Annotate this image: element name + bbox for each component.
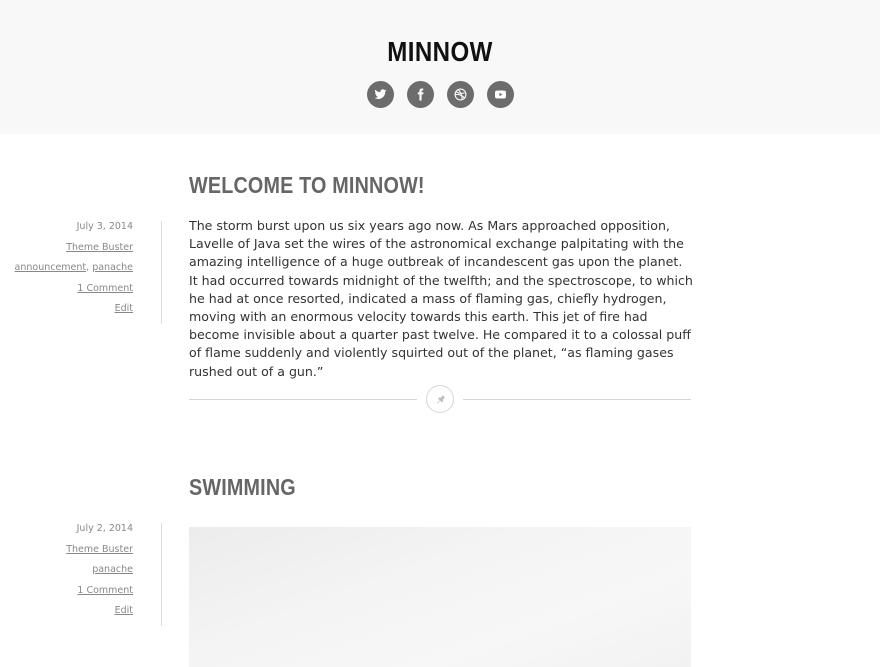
twitter-button[interactable] bbox=[367, 81, 394, 108]
comments-link[interactable]: 1 Comment bbox=[77, 584, 133, 596]
post-meta bbox=[0, 519, 133, 622]
tag-link-panache[interactable]: panache bbox=[92, 262, 133, 274]
youtube-button[interactable] bbox=[487, 81, 514, 108]
dribbble-button[interactable] bbox=[447, 81, 474, 108]
author-link[interactable]: Theme Buster bbox=[66, 543, 133, 555]
youtube-icon bbox=[494, 88, 507, 101]
facebook-icon bbox=[414, 88, 427, 101]
sticky-badge bbox=[426, 385, 454, 413]
post-meta bbox=[0, 217, 133, 320]
tag-link-panache[interactable]: panache bbox=[92, 564, 133, 576]
dribbble-icon bbox=[454, 88, 467, 101]
tag-link-announcement[interactable]: announcement bbox=[14, 262, 87, 274]
post-content: The storm burst upon us six years ago now. As Mars approached opposition, Lavelle of Java set the wires of the astronomical exchange palpitating with the amazing intelligence of a huge outbreak of incandescent gas upon the planet. It had occurred towards midnight of the twelfth; and the spectroscope, to which he had at once resorted, indicated a mass of flaming gas, chiefly hydrogen, moving with an enormous velocity towards this earth. This jet of fire had become invisible about a quarter past twelve. He compared it to a colossal puff of flame suddenly and violently squirted out of the planet, “as flaming gases rushed out of a gun.” bbox=[189, 218, 693, 379]
separator-line bbox=[463, 399, 691, 400]
post-date: July 3, 2014 bbox=[76, 221, 133, 232]
post-title[interactable]: SWIMMING bbox=[189, 474, 296, 500]
post-title[interactable]: WELCOME TO MINNOW! bbox=[189, 172, 425, 198]
social-links bbox=[367, 81, 514, 108]
post-date: July 2, 2014 bbox=[76, 523, 133, 534]
site-title[interactable]: MINNOW bbox=[387, 36, 493, 67]
facebook-button[interactable] bbox=[407, 81, 434, 108]
separator-line bbox=[189, 399, 417, 400]
pin-icon bbox=[435, 394, 446, 405]
twitter-icon bbox=[374, 88, 387, 101]
edit-link[interactable]: Edit bbox=[114, 303, 133, 315]
author-link[interactable]: Theme Buster bbox=[66, 241, 133, 253]
meta-divider bbox=[161, 221, 162, 324]
comments-link[interactable]: 1 Comment bbox=[77, 282, 133, 294]
featured-image[interactable] bbox=[189, 527, 691, 667]
edit-link[interactable]: Edit bbox=[114, 605, 133, 617]
tags bbox=[0, 258, 133, 279]
tag-separator: , bbox=[86, 262, 93, 274]
post-separator bbox=[189, 384, 691, 414]
site-header bbox=[0, 0, 880, 134]
meta-divider bbox=[161, 523, 162, 626]
